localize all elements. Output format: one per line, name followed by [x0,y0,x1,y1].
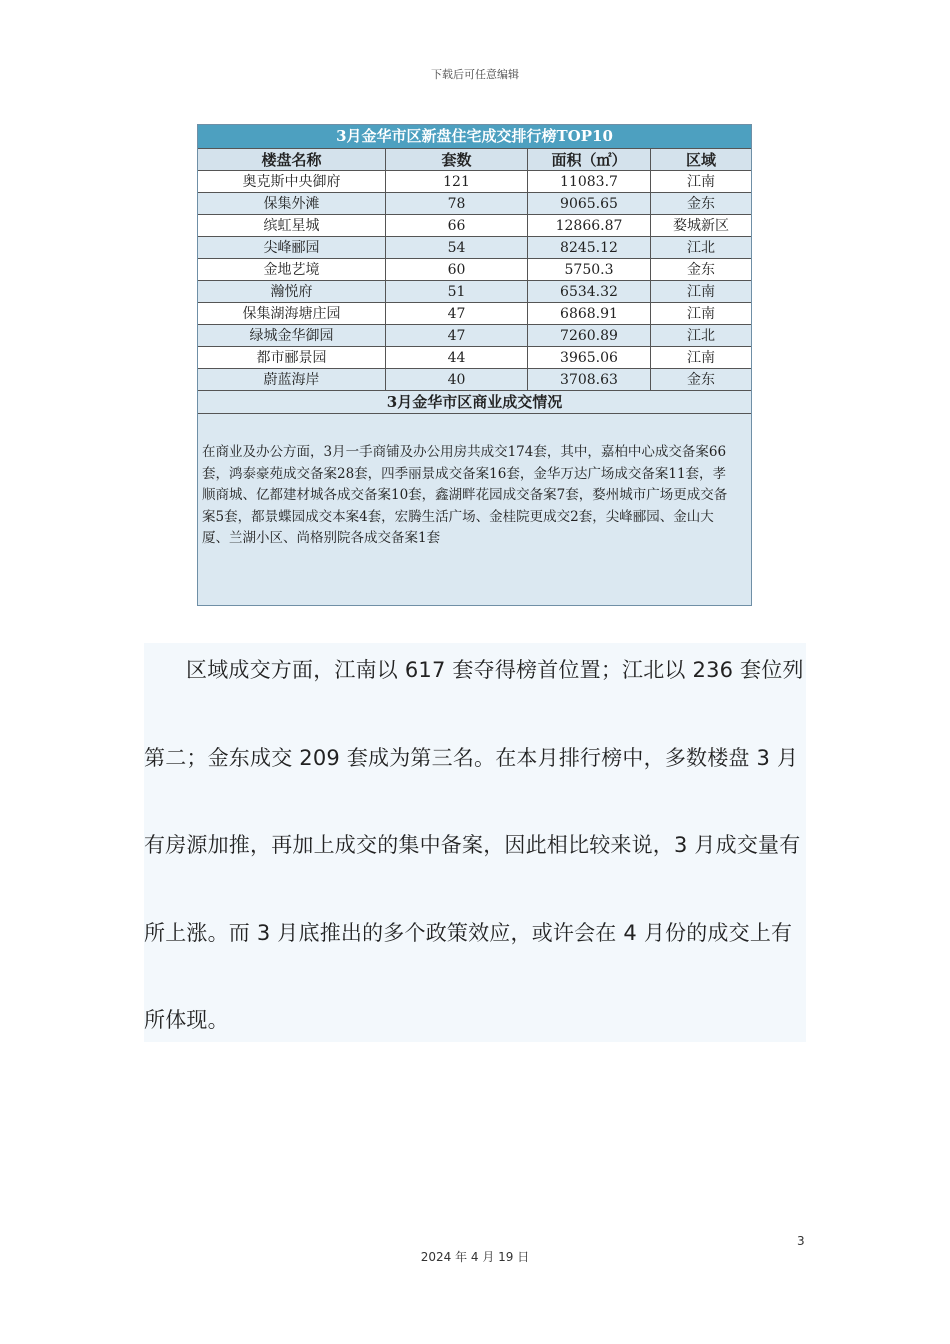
cell-district: 江北 [651,237,751,259]
commercial-title: 3月金华市区商业成交情况 [198,391,751,414]
ranking-grid [198,149,751,391]
cell-district: 江南 [651,347,751,369]
cell-units: 44 [386,347,528,369]
cell-area: 12866.87 [528,215,651,237]
footer-date: 2024 年 4 月 19 日 [420,1250,530,1264]
cell-name: 绿城金华御园 [198,325,386,347]
cell-name: 都市郦景园 [198,347,386,369]
page-number: 3 [797,1234,805,1248]
cell-name: 缤虹星城 [198,215,386,237]
article-block [144,643,806,1042]
cell-area: 6868.91 [528,303,651,325]
cell-district: 金东 [651,193,751,215]
cell-area: 7260.89 [528,325,651,347]
cell-units: 66 [386,215,528,237]
cell-units: 78 [386,193,528,215]
header-note: 下载后可任意编辑 [431,68,519,81]
article-paragraph: 区域成交方面，江南以 617 套夺得榜首位置；江北以 236 套位列第二；金东成交 209 套成为第三名。在本月排行榜中，多数楼盘 3 月有房源加推，再加上成交的集中备案，因此相比较来说，3 月成交量有所上涨。而 3 月底推出的多个政策效应，或许会在 4 月份的成交上有所体现。 [144,658,804,1032]
ranking-table-image [197,124,752,606]
cell-area: 6534.32 [528,281,651,303]
column-header-area: 面积（㎡） [528,149,651,171]
column-header-district: 区域 [651,149,751,171]
cell-name: 瀚悦府 [198,281,386,303]
cell-district: 江南 [651,303,751,325]
column-header-name: 楼盘名称 [198,149,386,171]
table-title: 3月金华市区新盘住宅成交排行榜TOP10 [198,125,751,149]
cell-area: 9065.65 [528,193,651,215]
cell-district: 金东 [651,369,751,391]
cell-units: 40 [386,369,528,391]
cell-district: 江南 [651,171,751,193]
cell-units: 121 [386,171,528,193]
cell-name: 蔚蓝海岸 [198,369,386,391]
column-header-units: 套数 [386,149,528,171]
cell-area: 5750.3 [528,259,651,281]
cell-name: 保集湖海塘庄园 [198,303,386,325]
cell-district: 金东 [651,259,751,281]
cell-area: 3965.06 [528,347,651,369]
cell-area: 8245.12 [528,237,651,259]
cell-name: 尖峰郦园 [198,237,386,259]
cell-district: 江北 [651,325,751,347]
cell-name: 奥克斯中央御府 [198,171,386,193]
cell-units: 47 [386,325,528,347]
cell-district: 婺城新区 [651,215,751,237]
cell-name: 保集外滩 [198,193,386,215]
cell-area: 11083.7 [528,171,651,193]
cell-units: 60 [386,259,528,281]
cell-units: 51 [386,281,528,303]
commercial-text: 在商业及办公方面，3月一手商铺及办公用房共成交174套，其中，嘉柏中心成交备案66套，鸿泰豪苑成交备案28套，四季丽景成交备案16套，金华万达广场成交备案11套，孝顺商城、亿都建材城各成交备案10套，鑫湖畔花园成交备案7套，婺州城市广场更成交备案5套，都景蝶园成交本案4套，宏腾生活广场、金桂院更成交2套，尖峰郦园、金山大厦、兰湖小区、尚格别院各成交备案1套 [202,444,728,546]
cell-units: 54 [386,237,528,259]
cell-district: 江南 [651,281,751,303]
cell-units: 47 [386,303,528,325]
cell-area: 3708.63 [528,369,651,391]
cell-name: 金地艺境 [198,259,386,281]
